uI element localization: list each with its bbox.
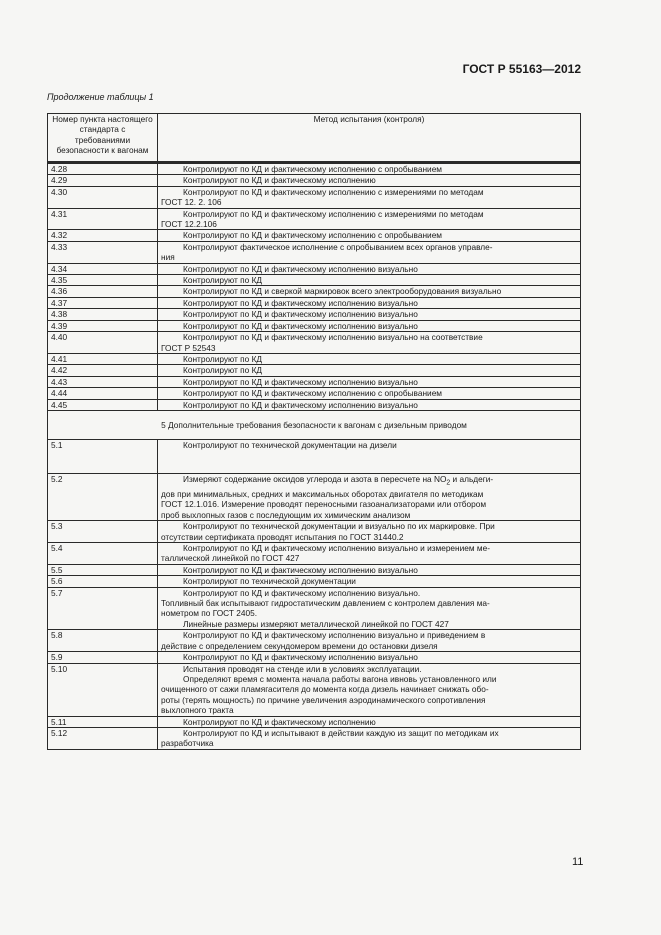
section-title: 5 Дополнительные требования безопасности к вагонам с дизельным приводом bbox=[48, 410, 581, 439]
clause-number: 4.41 bbox=[48, 353, 158, 364]
test-method: Контролируют по КД и фактическому исполнению bbox=[158, 716, 581, 727]
test-method bbox=[158, 332, 581, 354]
test-method bbox=[158, 365, 581, 376]
clause-number: 4.36 bbox=[48, 286, 158, 297]
method-line: выхлопного тракта bbox=[161, 705, 234, 716]
method-line: отсутствии сертификата проводят испытания по ГОСТ 31440.2 bbox=[161, 531, 404, 542]
clause-number: 5.10 bbox=[48, 663, 158, 716]
table-row bbox=[48, 376, 581, 387]
test-method bbox=[158, 163, 581, 175]
clause-number-header: Номер пункта настоящего стандарта с требованиями безопасности к вагонам bbox=[48, 114, 158, 163]
test-method bbox=[158, 186, 581, 208]
test-method: Контролируют по КД и фактическому исполнению визуально bbox=[158, 652, 581, 663]
clause-number: 4.37 bbox=[48, 297, 158, 308]
clause-number: 4.40 bbox=[48, 332, 158, 354]
method-line: Контролируют по КД bbox=[183, 353, 263, 364]
method-line: Контролируют по КД и фактическому исполнению с опробыванием bbox=[183, 164, 443, 174]
clause-number: 4.29 bbox=[48, 175, 158, 186]
table-row bbox=[48, 186, 581, 208]
method-line: Контролируют по КД и фактическому исполнению визуально на соответствие bbox=[183, 332, 483, 343]
test-method bbox=[158, 587, 581, 630]
clause-number: 4.43 bbox=[48, 376, 158, 387]
test-method bbox=[158, 297, 581, 308]
clause-number: 5.1 bbox=[48, 439, 158, 473]
method-line: Определяют время с момента начала работы вагона ивновь установленного или bbox=[183, 673, 497, 684]
table-row bbox=[48, 716, 581, 727]
method-line: Контролируют по КД и фактическому исполнению с опробыванием bbox=[183, 388, 443, 399]
clause-number: 5.6 bbox=[48, 576, 158, 587]
test-method: Контролируют по КД и фактическому исполнению визуально bbox=[158, 564, 581, 575]
method-line: Контролируют по КД bbox=[183, 365, 263, 376]
table-row bbox=[48, 175, 581, 186]
method-line: Контролируют по КД и фактическому исполнению визуально. bbox=[183, 587, 421, 598]
method-line: Линейные размеры измеряют металлической линейкой по ГОСТ 427 bbox=[183, 618, 449, 629]
method-line: ГОСТ Р 52543 bbox=[161, 342, 216, 353]
test-method bbox=[158, 663, 581, 716]
table-row bbox=[48, 521, 581, 543]
table-row bbox=[48, 727, 581, 749]
test-method bbox=[158, 263, 581, 274]
test-method bbox=[158, 320, 581, 331]
method-line: Контролируют по КД и фактическому исполнению визуально bbox=[183, 376, 418, 387]
method-line: Контролируют по КД и фактическому исполнению с измерениями по методам bbox=[183, 186, 484, 197]
clause-number: 5.7 bbox=[48, 587, 158, 630]
method-line: Контролируют по КД и фактическому исполнению визуально bbox=[183, 309, 418, 320]
clause-number: 5.2 bbox=[48, 473, 158, 520]
test-method bbox=[158, 727, 581, 749]
clause-number: 5.8 bbox=[48, 630, 158, 652]
method-line: Контролируют по КД и фактическому исполнению визуально bbox=[183, 399, 418, 410]
method-line: очищенного от сажи пламягасителя до момента когда дизель начинает снижать обо- bbox=[161, 684, 489, 695]
test-method bbox=[158, 353, 581, 364]
table-row bbox=[48, 309, 581, 320]
table-row bbox=[48, 630, 581, 652]
method-line: действие с определением секундомером времени до остановки дизеля bbox=[161, 640, 438, 651]
method-line: разработчика bbox=[161, 738, 214, 749]
method-line: Контролируют по КД и фактическому исполнению с измерениями по методам bbox=[183, 208, 484, 219]
table-row bbox=[48, 163, 581, 175]
method-line: Контролируют по КД и фактическому исполнению визуально bbox=[183, 320, 418, 331]
clause-number: 4.42 bbox=[48, 365, 158, 376]
table-row bbox=[48, 263, 581, 274]
clause-number: 4.44 bbox=[48, 388, 158, 399]
table-row bbox=[48, 576, 581, 587]
table-row bbox=[48, 332, 581, 354]
table-row bbox=[48, 275, 581, 286]
method-line: проб выхлопных газов с последующим их химическим анализом bbox=[161, 509, 411, 520]
test-method: Контролируют по технической документации на дизели bbox=[158, 439, 581, 473]
method-line: ГОСТ 12.1.016. Измерение проводят переносными газоанализаторами или отбором bbox=[161, 499, 487, 510]
test-method bbox=[158, 521, 581, 543]
table-continuation-label: Продолжение таблицы 1 bbox=[47, 92, 154, 102]
table-row bbox=[48, 473, 581, 520]
method-line: дов при минимальных, средних и максимальных оборотах двигателя по методикам bbox=[161, 489, 484, 499]
clause-number: 5.9 bbox=[48, 652, 158, 663]
test-method bbox=[158, 388, 581, 399]
clause-number: 5.11 bbox=[48, 716, 158, 727]
method-line: роты (терять мощность) по причине увеличения аэродинамического сопротивления bbox=[161, 694, 486, 705]
clause-number: 4.28 bbox=[48, 163, 158, 175]
clause-number: 4.38 bbox=[48, 309, 158, 320]
test-method bbox=[158, 230, 581, 241]
table-row bbox=[48, 388, 581, 399]
test-method bbox=[158, 630, 581, 652]
method-line: Измеряют содержание оксидов углерода и азота в пересчете на $NO_2$ и альдеги- bbox=[183, 473, 494, 487]
clause-number: 4.32 bbox=[48, 230, 158, 241]
test-method bbox=[158, 399, 581, 410]
table-row bbox=[48, 241, 581, 263]
table-row bbox=[48, 439, 581, 473]
clause-number: 5.12 bbox=[48, 727, 158, 749]
test-method bbox=[158, 376, 581, 387]
clause-number: 5.4 bbox=[48, 543, 158, 565]
method-line: Контролируют по КД и фактическому исполнению с опробыванием bbox=[183, 230, 443, 241]
method-line: Контролируют по КД и фактическому исполнению визуально и измерением ме- bbox=[183, 543, 490, 554]
table-row bbox=[48, 208, 581, 230]
method-line: Контролируют по КД и фактическому исполнению визуально bbox=[183, 297, 418, 308]
method-line: Контролируют фактическое исполнение с опробыванием всех органов управле- bbox=[183, 241, 493, 252]
clause-number: 4.45 bbox=[48, 399, 158, 410]
clause-number: 4.33 bbox=[48, 241, 158, 263]
table-row bbox=[48, 587, 581, 630]
clause-number: 5.3 bbox=[48, 521, 158, 543]
method-line: Контролируют по КД и испытывают в действии каждую из защит по методикам их bbox=[183, 727, 499, 738]
method-line: Контролируют по КД и фактическому исполнению визуально bbox=[183, 263, 418, 274]
test-method bbox=[158, 309, 581, 320]
clause-number: 4.39 bbox=[48, 320, 158, 331]
test-method bbox=[158, 543, 581, 565]
test-method bbox=[158, 208, 581, 230]
method-line: Испытания проводят на стенде или в условиях эксплуатации. bbox=[183, 663, 422, 674]
methods-table bbox=[47, 113, 581, 750]
document-header: ГОСТ Р 55163—2012 bbox=[462, 62, 581, 76]
clause-number: 4.31 bbox=[48, 208, 158, 230]
table-row bbox=[48, 652, 581, 663]
test-method bbox=[158, 175, 581, 186]
table-header-row bbox=[48, 114, 581, 163]
clause-number: 5.5 bbox=[48, 564, 158, 575]
test-method bbox=[158, 275, 581, 286]
clause-number: 4.34 bbox=[48, 263, 158, 274]
method-line: ГОСТ 12.2.106 bbox=[161, 219, 217, 230]
method-line: Контролируют по КД и сверкой маркировок всего электрооборудования визуально bbox=[183, 286, 502, 297]
table-row bbox=[48, 365, 581, 376]
page-number: 11 bbox=[572, 856, 584, 868]
table-row bbox=[48, 663, 581, 716]
method-line: Топливный бак испытывают гидростатическим давлением с контролем давления ма- bbox=[161, 598, 490, 609]
test-method-header: Метод испытания (контроля) bbox=[158, 114, 581, 163]
section-row bbox=[48, 410, 581, 439]
test-method bbox=[158, 473, 581, 520]
test-method: Контролируют по технической документации bbox=[158, 576, 581, 587]
clause-number: 4.35 bbox=[48, 275, 158, 286]
table-row bbox=[48, 297, 581, 308]
method-line: ГОСТ 12. 2. 106 bbox=[161, 197, 222, 208]
method-line: Контролируют по технической документации и визуально по их маркировке. При bbox=[183, 521, 495, 532]
table-row bbox=[48, 230, 581, 241]
table-row bbox=[48, 399, 581, 410]
clause-number: 4.30 bbox=[48, 186, 158, 208]
table-row bbox=[48, 353, 581, 364]
table-row bbox=[48, 320, 581, 331]
method-line: нометром по ГОСТ 2405. bbox=[161, 608, 258, 619]
method-line: таллической линейкой по ГОСТ 427 bbox=[161, 553, 300, 564]
table-row bbox=[48, 286, 581, 297]
method-line: Контролируют по КД и фактическому исполнению визуально и приведением в bbox=[183, 630, 486, 641]
table-row bbox=[48, 543, 581, 565]
test-method bbox=[158, 241, 581, 263]
table-row bbox=[48, 564, 581, 575]
method-line: Контролируют по КД и фактическому исполнению bbox=[183, 175, 376, 186]
method-line: Контролируют по КД bbox=[183, 275, 263, 286]
test-method bbox=[158, 286, 581, 297]
method-line: ния bbox=[161, 252, 175, 263]
